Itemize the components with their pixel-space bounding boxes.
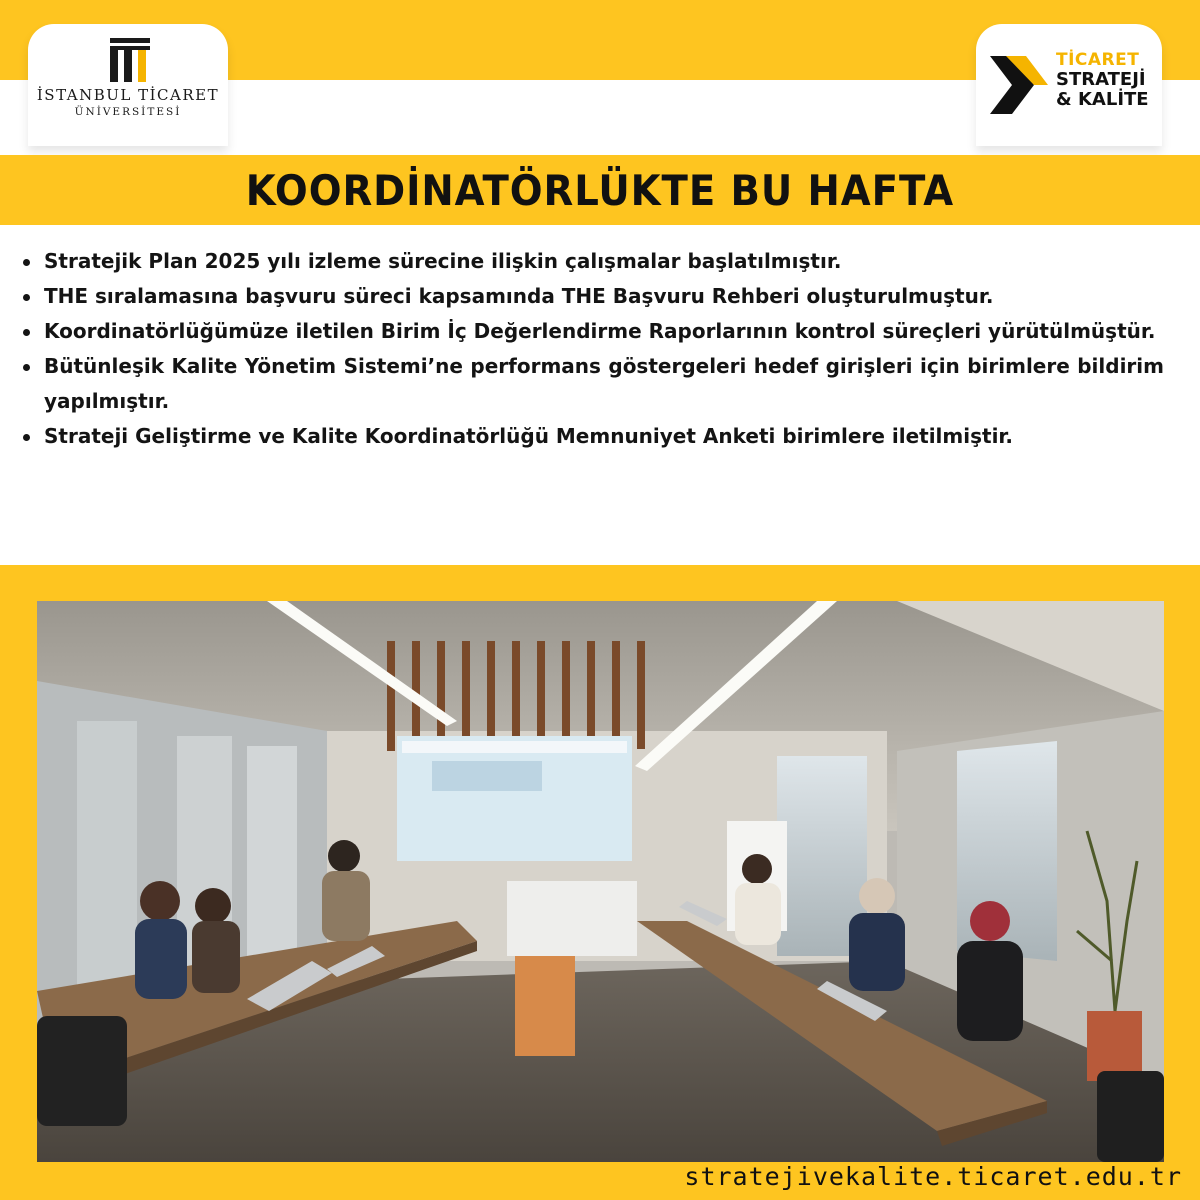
university-subname: ÜNİVERSİTESİ bbox=[74, 106, 182, 118]
list-item: Stratejik Plan 2025 yılı izleme sürecine ilişkin çalışmalar başlatılmıştır. bbox=[20, 244, 1164, 279]
list-item: THE sıralamasına başvuru süreci kapsamında THE Başvuru Rehberi oluşturulmuştur. bbox=[20, 279, 1164, 314]
logo-line-ticaret: TİCARET bbox=[1056, 50, 1140, 70]
university-logo bbox=[28, 24, 228, 146]
list-item: Strateji Geliştirme ve Kalite Koordinatörlüğü Memnuniyet Anketi birimlere iletilmiştir. bbox=[20, 419, 1164, 454]
title-band bbox=[0, 155, 1200, 225]
list-item: Bütünleşik Kalite Yönetim Sistemi’ne performans göstergeleri hedef girişleri için birimlere bildirim yapılmıştır. bbox=[20, 349, 1164, 419]
arrow-logo-icon bbox=[990, 54, 1052, 116]
logo-line-kalite: & KALİTE bbox=[1056, 89, 1149, 110]
logo-line-strateji: STRATEJİ bbox=[1056, 69, 1146, 90]
website-url: stratejivekalite.ticaret.edu.tr bbox=[684, 1162, 1182, 1191]
list-item: Koordinatörlüğümüze iletilen Birim İç Değerlendirme Raporlarının kontrol süreçleri yürütülmüştür. bbox=[20, 314, 1164, 349]
university-name: İSTANBUL TİCARET bbox=[36, 86, 220, 104]
meeting-photo bbox=[37, 601, 1164, 1162]
page-title: KOORDİNATÖRLÜKTE BU HAFTA bbox=[245, 165, 955, 215]
department-logo bbox=[976, 24, 1162, 146]
news-list bbox=[20, 244, 1164, 454]
itu-logo-icon bbox=[110, 38, 150, 82]
